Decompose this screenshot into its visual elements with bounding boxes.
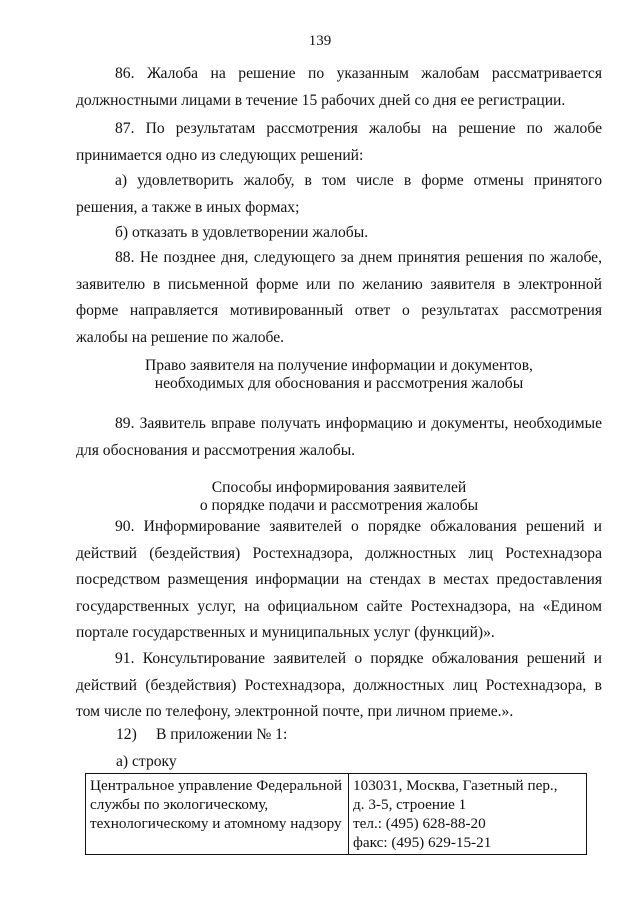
paragraph-89: 89. Заявитель вправе получать информацию и документы, необходимые для обоснования и рассмотрения жалобы. [76, 415, 602, 459]
paragraph-87-b: б) отказать в удовлетворении жалобы. [115, 224, 369, 241]
paragraph-87: 87. По результатам рассмотрения жалобы на решение по жалобе принимается одно из следующих решений: [76, 120, 602, 164]
address-cell [349, 774, 587, 855]
table-row [86, 774, 587, 855]
organization-line: Центральное управление Федеральной [90, 777, 343, 794]
heading-line: Право заявителя на получение информации и документов, [145, 357, 533, 374]
item-12-text: В приложении № 1: [156, 726, 288, 743]
heading-line: о порядке подачи и рассмотрения жалобы [199, 497, 479, 514]
address-line: д. 3-5, строение 1 [353, 796, 467, 813]
paragraph-88: 88. Не позднее дня, следующего за днем принятия решения по жалобе, заявителю в письменной форме или по желанию заявителя в электронной форме направляется мотивированный ответ о результатах рассмотрения жалобы на решение по жалобе. [76, 249, 602, 346]
item-12 [116, 726, 287, 744]
subitem-a: а) строку [116, 753, 177, 770]
heading-line: необходимых для обоснования и рассмотрения жалобы [154, 375, 524, 392]
organization-line: службы по экологическому, [90, 796, 269, 813]
item-12-number: 12) [116, 726, 137, 743]
address-line: 103031, Москва, Газетный пер., [353, 777, 558, 794]
section-heading-rights [76, 357, 602, 393]
heading-line: Способы информирования заявителей [211, 479, 467, 496]
organization-line: технологическому и атомному надзору [90, 815, 342, 832]
organization-cell [86, 774, 349, 855]
paragraph-86: 86. Жалоба на решение по указанным жалобам рассматривается должностными лицами в течение 15 рабочих дней со дня ее регистрации. [76, 65, 602, 109]
paragraph-87-a: а) удовлетворить жалобу, в том числе в форме отмены принятого решения, а также в иных формах; [76, 172, 602, 216]
address-table [85, 773, 587, 855]
phone-line: тел.: (495) 628-88-20 [353, 815, 486, 832]
paragraph-91: 91. Консультирование заявителей о порядке обжалования решений и действий (бездействия) Ростехнадзора, должностных лиц Ростехнадзора, в том числе по телефону, электронной почте, при личном приеме.». [76, 650, 602, 720]
paragraph-90: 90. Информирование заявителей о порядке обжалования решений и действий (бездействия) Ростехнадзора, должностных лиц Ростехнадзора посредством размещения информации на стендах в местах предоставления государственных услуг, на официальном сайте Ростехнадзора, на «Едином портале государственных и муниципальных услуг (функций)». [76, 518, 602, 641]
fax-line: факс: (495) 629-15-21 [353, 834, 492, 851]
section-heading-informing [76, 479, 602, 515]
page-number: 139 [308, 33, 332, 49]
